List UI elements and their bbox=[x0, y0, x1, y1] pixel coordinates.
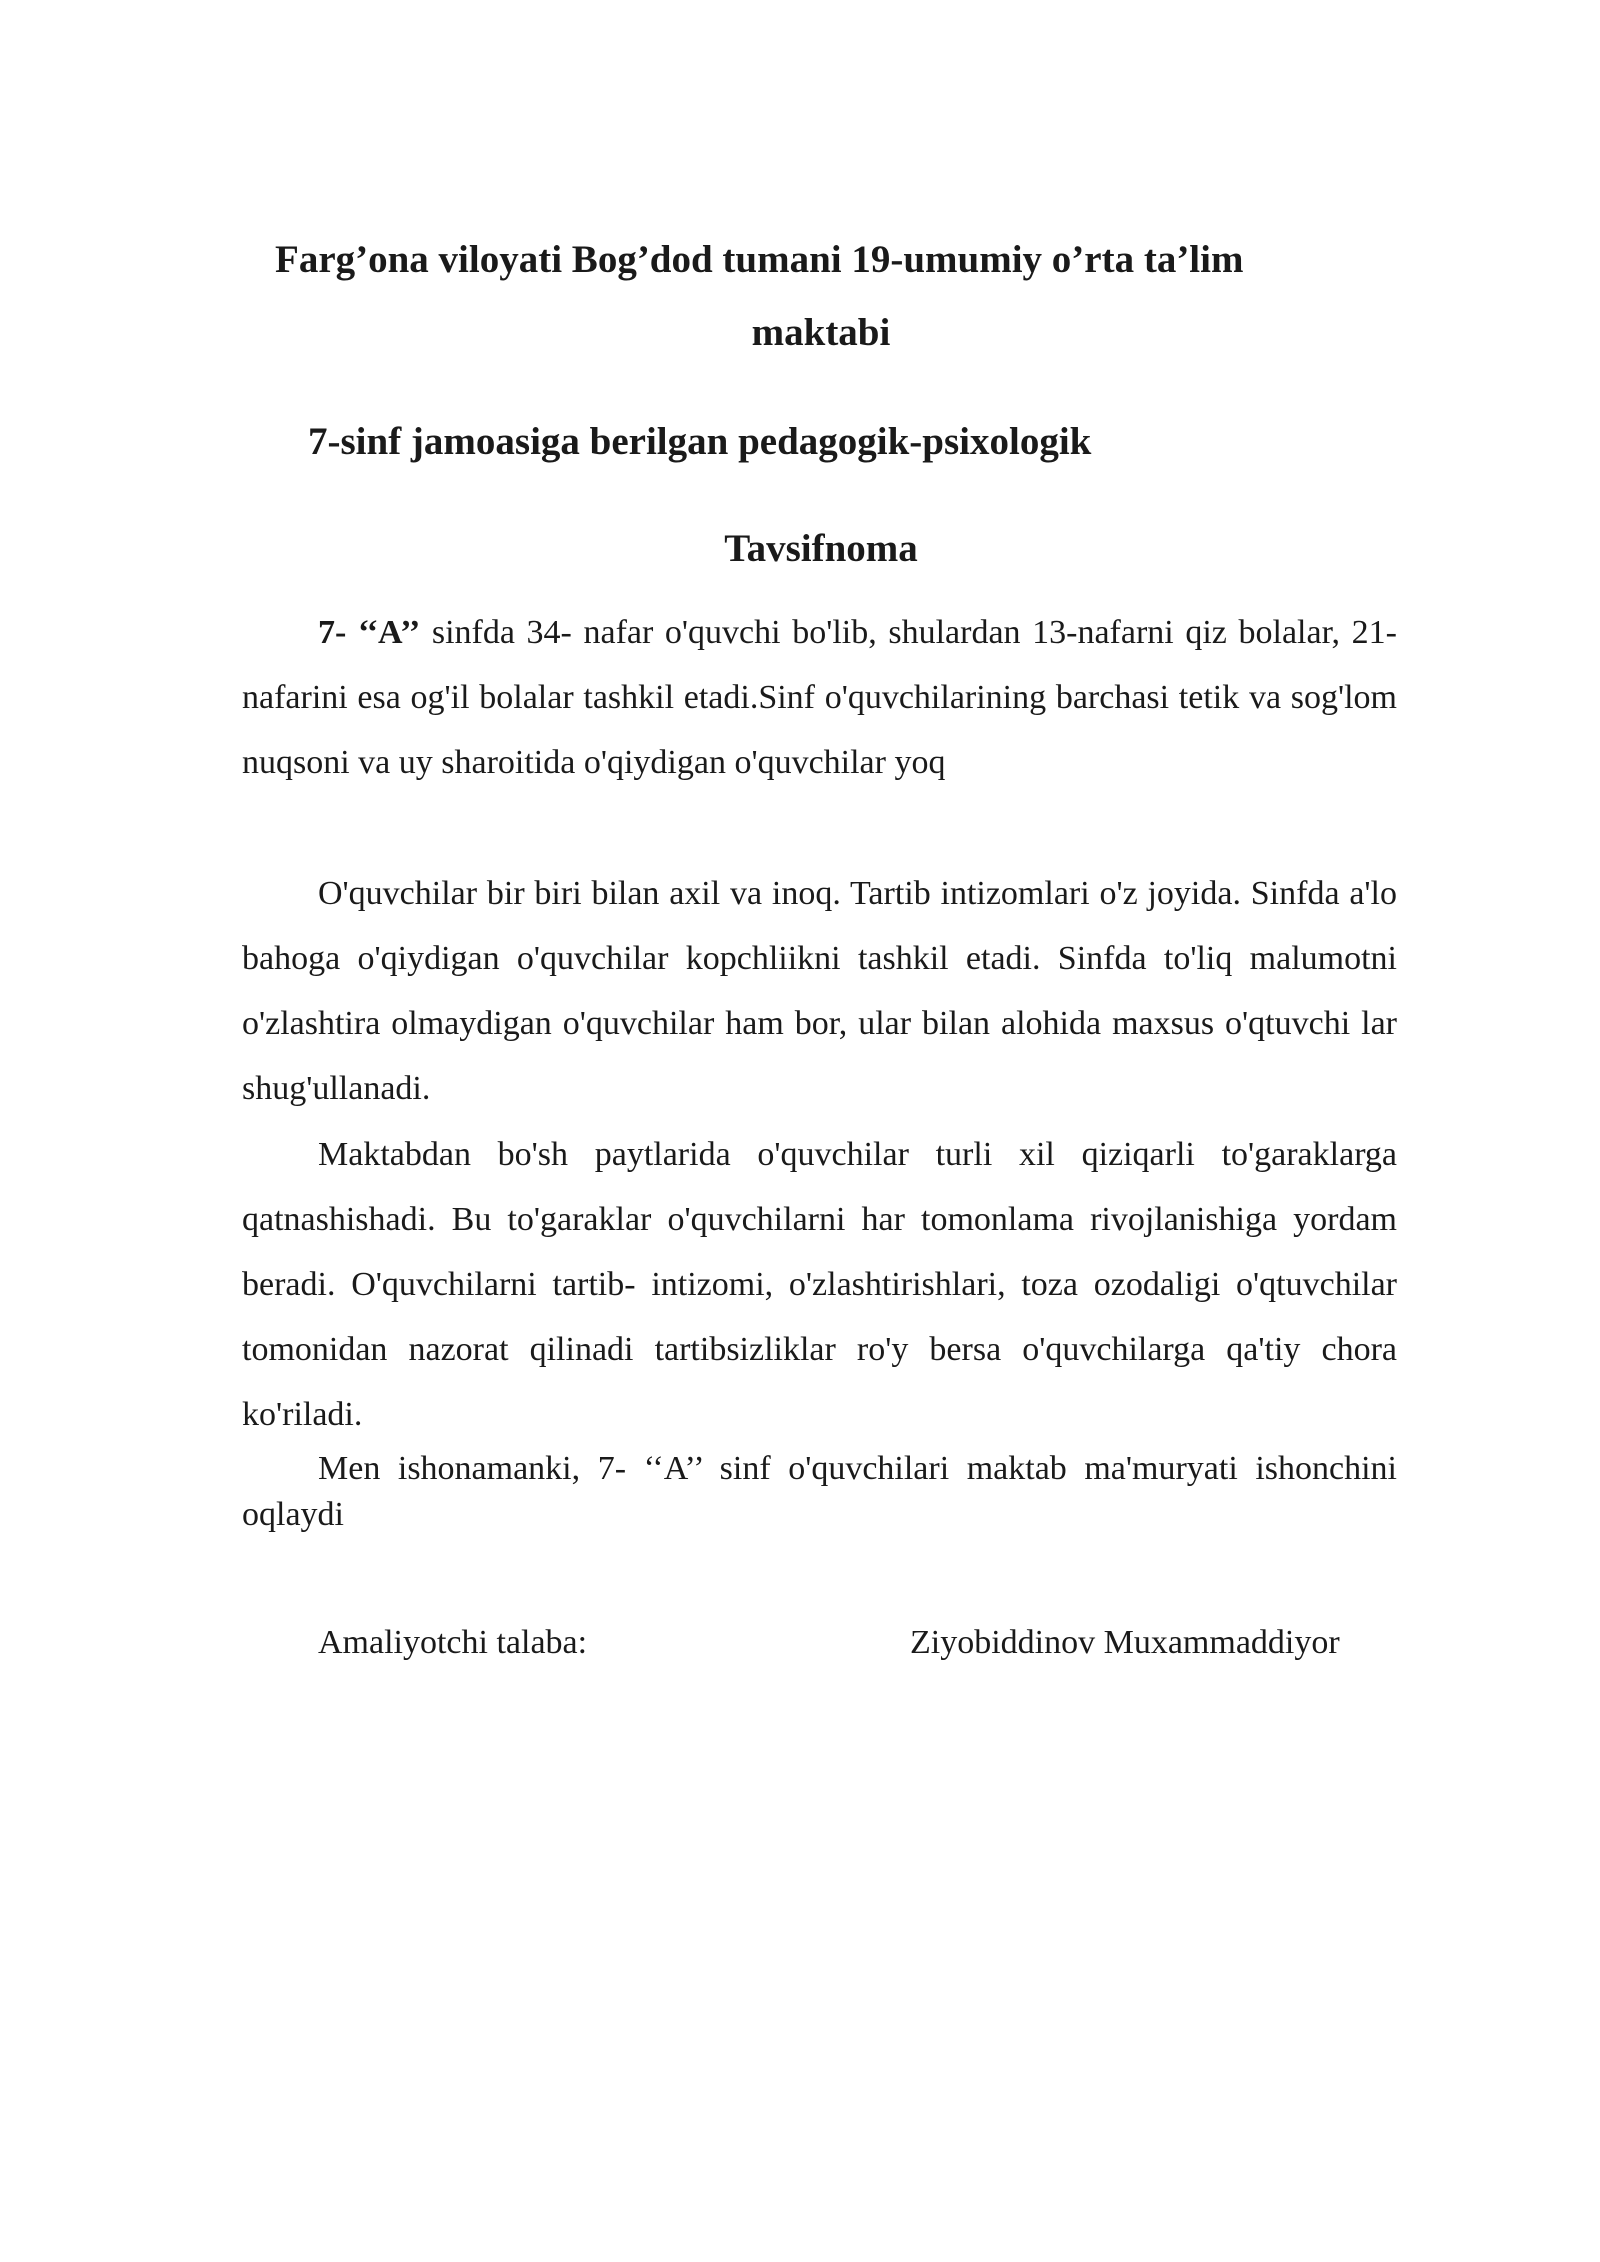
paragraph-text: sinfda 34- nafar o'quvchi bo'lib, shulardan 13-nafarni qiz bolalar, 21- nafarini esa og'il bolalar tashkil etadi.Sinf o'quvchilarining barchasi tetik va sog'lom nuqsoni va uy sharoitida o'qiydigan o'quvchilar yoq bbox=[242, 614, 1397, 781]
signature-name: Ziyobiddinov Muxammaddiyor bbox=[910, 1624, 1340, 1661]
school-name-line-1: Farg’ona viloyati Bog’dod tumani 19-umumiy o’rta ta’lim bbox=[275, 238, 1244, 281]
paragraph-discipline bbox=[242, 861, 1397, 1121]
paragraph-class-overview bbox=[242, 600, 1397, 795]
paragraph-activities bbox=[242, 1122, 1397, 1447]
paragraph-text: O'quvchilar bir biri bilan axil va inoq. Tartib intizomlari o'z joyida. Sinfda a'lo bahoga o'qiydigan o'quvchilar kopchliikni tashkil etadi. Sinfda to'liq malumotni o'zlashtira olmaydigan o'quvchilar ham bor, ular bilan alohida maxsus o'qtuvchi lar shug'ullanadi. bbox=[242, 875, 1397, 1107]
paragraph-text: Maktabdan bo'sh paytlarida o'quvchilar turli xil qiziqarli to'garaklarga qatnashishadi. Bu to'garaklar o'quvchilarni har tomonlama rivojlanishiga yordam beradi. O'quvchilarni tartib- intizomi, o'zlashtirishlari, toza ozodaligi o'qtuvchilar tomonidan nazorat qilinadi tartibsizliklar ro'y bersa o'quvchilarga qa'tiy chora ko'riladi. bbox=[242, 1136, 1397, 1433]
signature-label: Amaliyotchi talaba: bbox=[318, 1624, 588, 1661]
document-subtitle: 7-sinf jamoasiga berilgan pedagogik-psixologik bbox=[308, 420, 1092, 463]
document-title: Tavsifnoma bbox=[724, 527, 918, 570]
paragraph-conclusion bbox=[242, 1446, 1397, 1538]
school-name-line-2: maktabi bbox=[751, 311, 891, 354]
class-label: 7- ‘‘A’’ bbox=[318, 614, 421, 651]
paragraph-text: Men ishonamanki, 7- ‘‘A’’ sinf o'quvchilari maktab ma'muryati ishonchini oqlaydi bbox=[242, 1450, 1397, 1533]
